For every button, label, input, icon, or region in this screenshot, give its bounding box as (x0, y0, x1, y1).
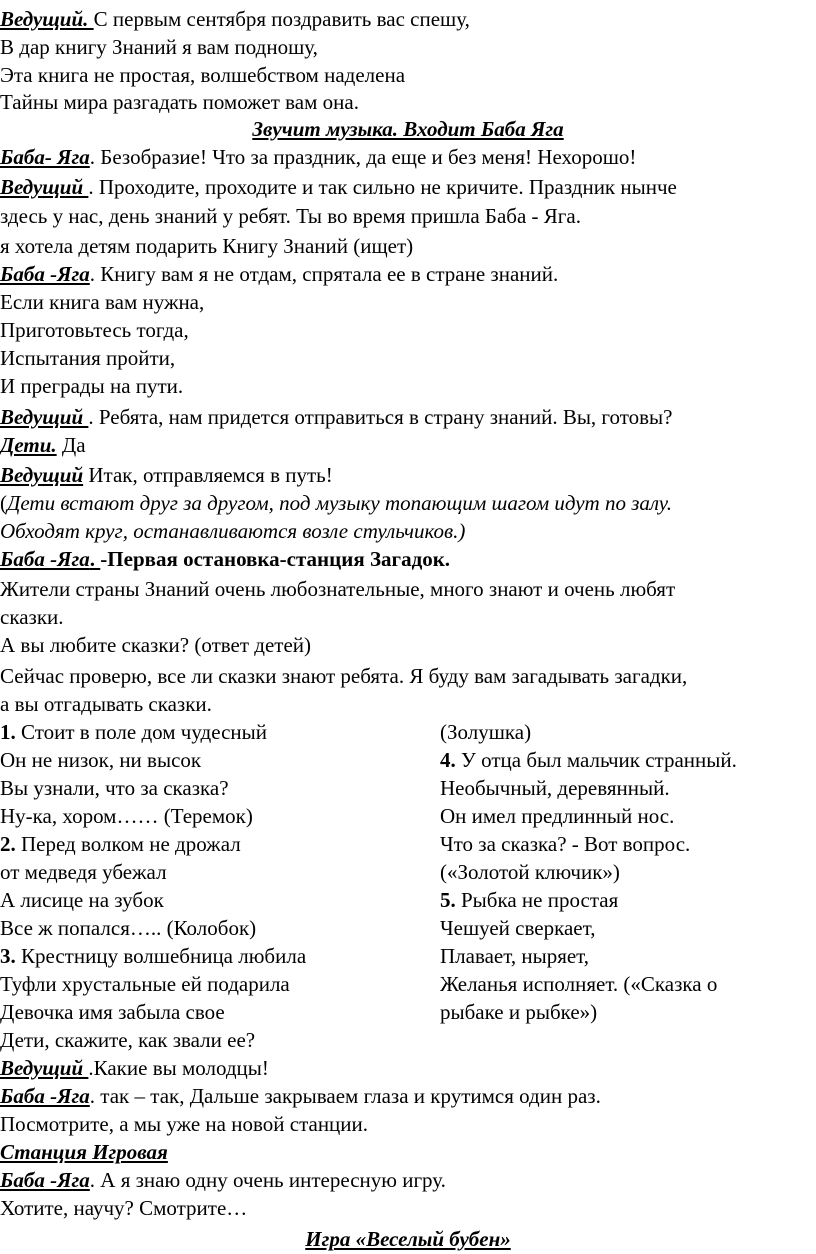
riddle-line (440, 747, 737, 773)
riddle-text: Девочка имя забыла свое (0, 1000, 225, 1024)
speaker-label: Баба -Яга (0, 1168, 90, 1192)
riddle-line (440, 859, 620, 885)
riddle-text: Ну-ка, хором…… (Теремок) (0, 804, 253, 828)
text-line (0, 174, 677, 200)
riddle-text: Крестницу волшебница любила (15, 944, 307, 968)
text-line (0, 34, 318, 60)
speaker-label: Ведущий (0, 463, 84, 487)
line-text: я хотела детям подарить Книгу Знаний (ищет) (0, 234, 414, 258)
line-text: . так – так, Дальше закрываем глаза и крутимся один раз. (89, 1084, 601, 1108)
speaker-label: Дети. (0, 433, 57, 457)
riddle-line (0, 775, 229, 801)
speaker-label: Баба -Яга (0, 1084, 90, 1108)
heading-text: Звучит музыка. Входит Баба Яга (252, 117, 564, 141)
riddle-line (440, 971, 717, 997)
riddle-text: («Золотой ключик») (440, 860, 620, 884)
speaker-label: Ведущий. (0, 7, 94, 31)
line-text: В дар книгу Знаний я вам подношу, (0, 35, 318, 59)
text-line (0, 546, 450, 572)
station-heading (0, 1139, 168, 1165)
text-line (0, 345, 175, 371)
speaker-label: Баба- Яга (0, 145, 90, 169)
punctuation: . (89, 547, 101, 571)
speaker-label: Баба -Яга (0, 262, 90, 286)
riddle-line (0, 971, 290, 997)
line-text: а вы отгадывать сказки. (0, 692, 212, 716)
heading-text: Игра «Веселый бубен» (305, 1227, 511, 1251)
speaker-label: Ведущий (0, 175, 89, 199)
station-title: -Первая остановка-станция Загадок. (100, 547, 451, 571)
line-text: Эта книга не простая, волшебством наделена (0, 63, 406, 87)
riddle-text: Вы узнали, что за сказка? (0, 776, 229, 800)
line-text: Испытания пройти, (0, 346, 176, 370)
text-line (0, 1167, 446, 1193)
text-line (0, 632, 311, 658)
text-line (0, 261, 558, 287)
riddle-text: от медведя убежал (0, 860, 167, 884)
text-line (0, 663, 687, 689)
line-text: Жители страны Знаний очень любознательные, много знают и очень любят (0, 577, 676, 601)
speaker-label: Ведущий (0, 1056, 89, 1080)
riddle-text: рыбаке и рыбке») (440, 1000, 598, 1024)
riddle-line (440, 887, 618, 913)
line-text: С первым сентября поздравить вас спешу, (93, 7, 470, 31)
line-text: .Какие вы молодцы! (88, 1056, 269, 1080)
riddle-number: 3. (0, 944, 16, 968)
text-line (0, 233, 413, 259)
riddle-line (0, 915, 256, 941)
riddle-number: 4. (440, 748, 456, 772)
line-text: Да (56, 433, 86, 457)
text-line (0, 518, 465, 544)
riddle-text: Все ж попался….. (Колобок) (0, 916, 257, 940)
line-text: . А я знаю одну очень интересную игру. (89, 1168, 446, 1192)
riddle-number: 2. (0, 832, 16, 856)
stage-direction-text: Дети встают друг за другом, под музыку топающим шагом идут по залу. (7, 491, 673, 515)
line-text: Итак, отправляемся в путь! (83, 463, 333, 487)
line-text: А вы любите сказки? (ответ детей) (0, 633, 312, 657)
riddle-text: Стоит в поле дом чудесный (15, 720, 267, 744)
riddle-line (440, 915, 595, 941)
text-line (0, 432, 86, 458)
text-line (0, 576, 675, 602)
stage-direction-text: Обходят круг, останавливаются возле стульчиков.) (0, 519, 466, 543)
riddle-line (440, 831, 690, 857)
line-text: . Книгу вам я не отдам, спрятала ее в стране знаний. (89, 262, 559, 286)
riddle-number: 1. (0, 720, 16, 744)
riddle-number: 5. (440, 888, 456, 912)
line-text: . Ребята, нам придется отправиться в страну знаний. Вы, готовы? (88, 405, 673, 429)
riddle-line (0, 887, 164, 913)
riddle-line (0, 747, 201, 773)
line-text: Сейчас проверю, все ли сказки знают ребята. Я буду вам загадывать загадки, (0, 664, 688, 688)
riddle-text: Рыбка не простая (455, 888, 619, 912)
riddle-line (440, 943, 589, 969)
text-line (0, 1195, 247, 1221)
text-line (0, 144, 636, 170)
text-line (0, 89, 359, 115)
line-text: Приготовьтесь тогда, (0, 318, 189, 342)
line-text: И преграды на пути. (0, 374, 184, 398)
riddle-text: Желанья исполняет. («Сказка о (440, 972, 718, 996)
text-line (0, 373, 183, 399)
text-line (0, 1055, 269, 1081)
text-line (0, 317, 189, 343)
line-text: сказки. (0, 605, 64, 629)
text-line (0, 490, 672, 516)
riddle-line (440, 719, 531, 745)
riddle-line (0, 719, 267, 745)
line-text: здесь у нас, день знаний у ребят. Ты во время пришла Баба - Яга. (0, 204, 581, 228)
riddle-line (0, 943, 306, 969)
text-line (0, 289, 204, 315)
line-text: ( (0, 491, 7, 515)
riddle-text: Он не низок, ни высок (0, 748, 202, 772)
text-line (0, 1083, 601, 1109)
line-text: Хотите, научу? Смотрите… (0, 1196, 248, 1220)
text-line (0, 62, 405, 88)
speaker-label: Ведущий (0, 405, 89, 429)
text-line (0, 6, 470, 32)
riddle-line (440, 803, 674, 829)
line-text: Тайны мира разгадать поможет вам она. (0, 90, 359, 114)
riddle-line (0, 831, 241, 857)
game-heading (0, 1226, 816, 1252)
riddle-line (0, 999, 225, 1025)
line-text: . Безобразие! Что за праздник, да еще и без меня! Нехорошо! (89, 145, 637, 169)
riddle-text: А лисице на зубок (0, 888, 164, 912)
riddle-text: (Золушка) (440, 720, 532, 744)
riddle-line (440, 775, 670, 801)
stage-direction-heading (0, 116, 816, 142)
riddle-line (440, 999, 597, 1025)
riddle-text: Что за сказка? - Вот вопрос. (440, 832, 691, 856)
riddle-text: Туфли хрустальные ей подарила (0, 972, 290, 996)
riddle-text: Он имел предлинный нос. (440, 804, 675, 828)
text-line (0, 462, 333, 488)
line-text: Посмотрите, а мы уже на новой станции. (0, 1112, 369, 1136)
riddle-line (0, 859, 167, 885)
line-text: . Проходите, проходите и так сильно не кричите. Праздник нынче (88, 175, 677, 199)
text-line (0, 404, 673, 430)
riddle-line (0, 803, 253, 829)
riddle-text: У отца был мальчик странный. (455, 748, 737, 772)
riddle-text: Необычный, деревянный. (440, 776, 670, 800)
line-text: Если книга вам нужна, (0, 290, 205, 314)
text-line (0, 1111, 368, 1137)
riddle-text: Перед волком не дрожал (15, 832, 241, 856)
text-line (0, 691, 212, 717)
text-line (0, 604, 64, 630)
text-line (0, 1027, 255, 1053)
text-line (0, 203, 581, 229)
line-text: Дети, скажите, как звали ее? (0, 1028, 256, 1052)
riddle-text: Плавает, ныряет, (440, 944, 590, 968)
riddle-text: Чешуей сверкает, (440, 916, 596, 940)
heading-text: Станция Игровая (0, 1140, 168, 1164)
speaker-label: Баба -Яга (0, 547, 90, 571)
